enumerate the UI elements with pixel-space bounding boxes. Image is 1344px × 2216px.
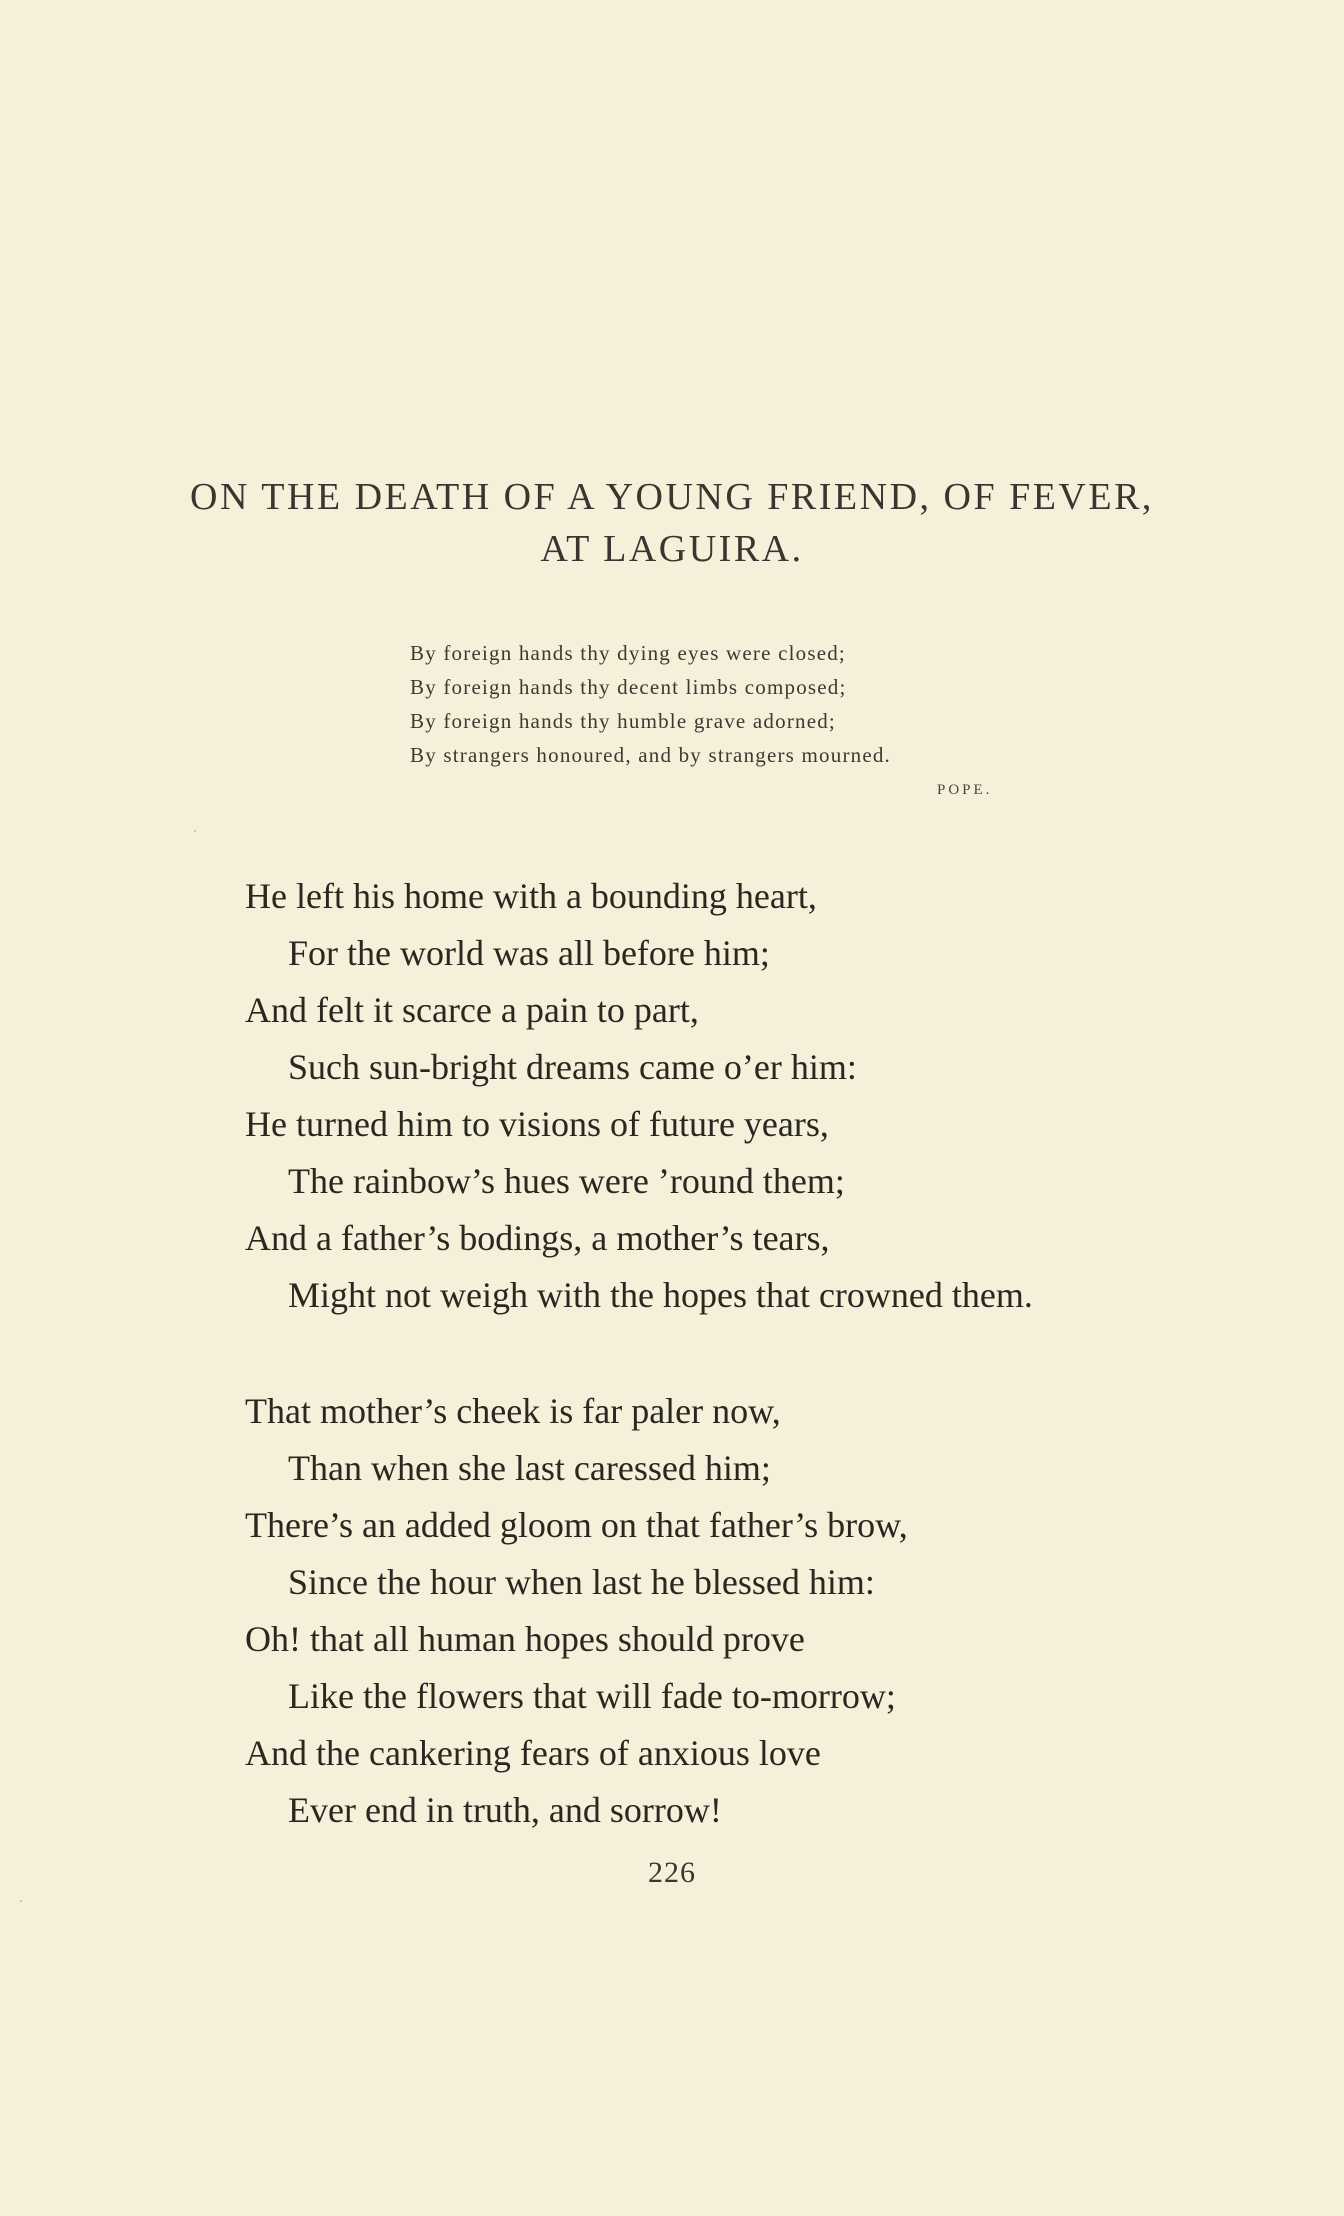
verse-line: Might not weigh with the hopes that crowned them. [288,1275,1033,1315]
paper-speck [194,830,196,832]
page-number: 226 [648,1856,696,1889]
epigraph-line: By strangers honoured, and by strangers mourned. [410,743,892,767]
verse-line: Than when she last caressed him; [288,1448,771,1488]
poem-title-line-2: AT LAGUIRA. [540,528,804,570]
verse-line: And felt it scarce a pain to part, [245,990,699,1030]
epigraph-line: By foreign hands thy decent limbs composed; [410,675,847,699]
verse-line: He left his home with a bounding heart, [245,876,817,916]
verse-line: The rainbow’s hues were ’round them; [288,1161,845,1201]
epigraph-author: POPE. [937,782,993,798]
verse-line: Since the hour when last he blessed him: [288,1562,875,1602]
epigraph [410,636,891,772]
epigraph-line: By foreign hands thy humble grave adorned; [410,709,836,733]
paper-speck [20,1900,22,1902]
verse-line: He turned him to visions of future years, [245,1104,829,1144]
stanza-2 [245,1383,908,1839]
verse-line: Ever end in truth, and sorrow! [288,1790,722,1830]
verse-line: Oh! that all human hopes should prove [245,1619,805,1659]
verse-line: Like the flowers that will fade to-morrow; [288,1676,896,1716]
verse-line: There’s an added gloom on that father’s brow, [245,1505,908,1545]
epigraph-line: By foreign hands thy dying eyes were closed; [410,641,846,665]
verse-line: Such sun-bright dreams came o’er him: [288,1047,857,1087]
poem-title-line-1: ON THE DEATH OF A YOUNG FRIEND, OF FEVER, [190,476,1154,518]
verse-line: That mother’s cheek is far paler now, [245,1391,781,1431]
stanza-1 [245,868,1033,1324]
verse-line: And a father’s bodings, a mother’s tears, [245,1218,830,1258]
verse-line: For the world was all before him; [288,933,770,973]
verse-line: And the cankering fears of anxious love [245,1733,821,1773]
